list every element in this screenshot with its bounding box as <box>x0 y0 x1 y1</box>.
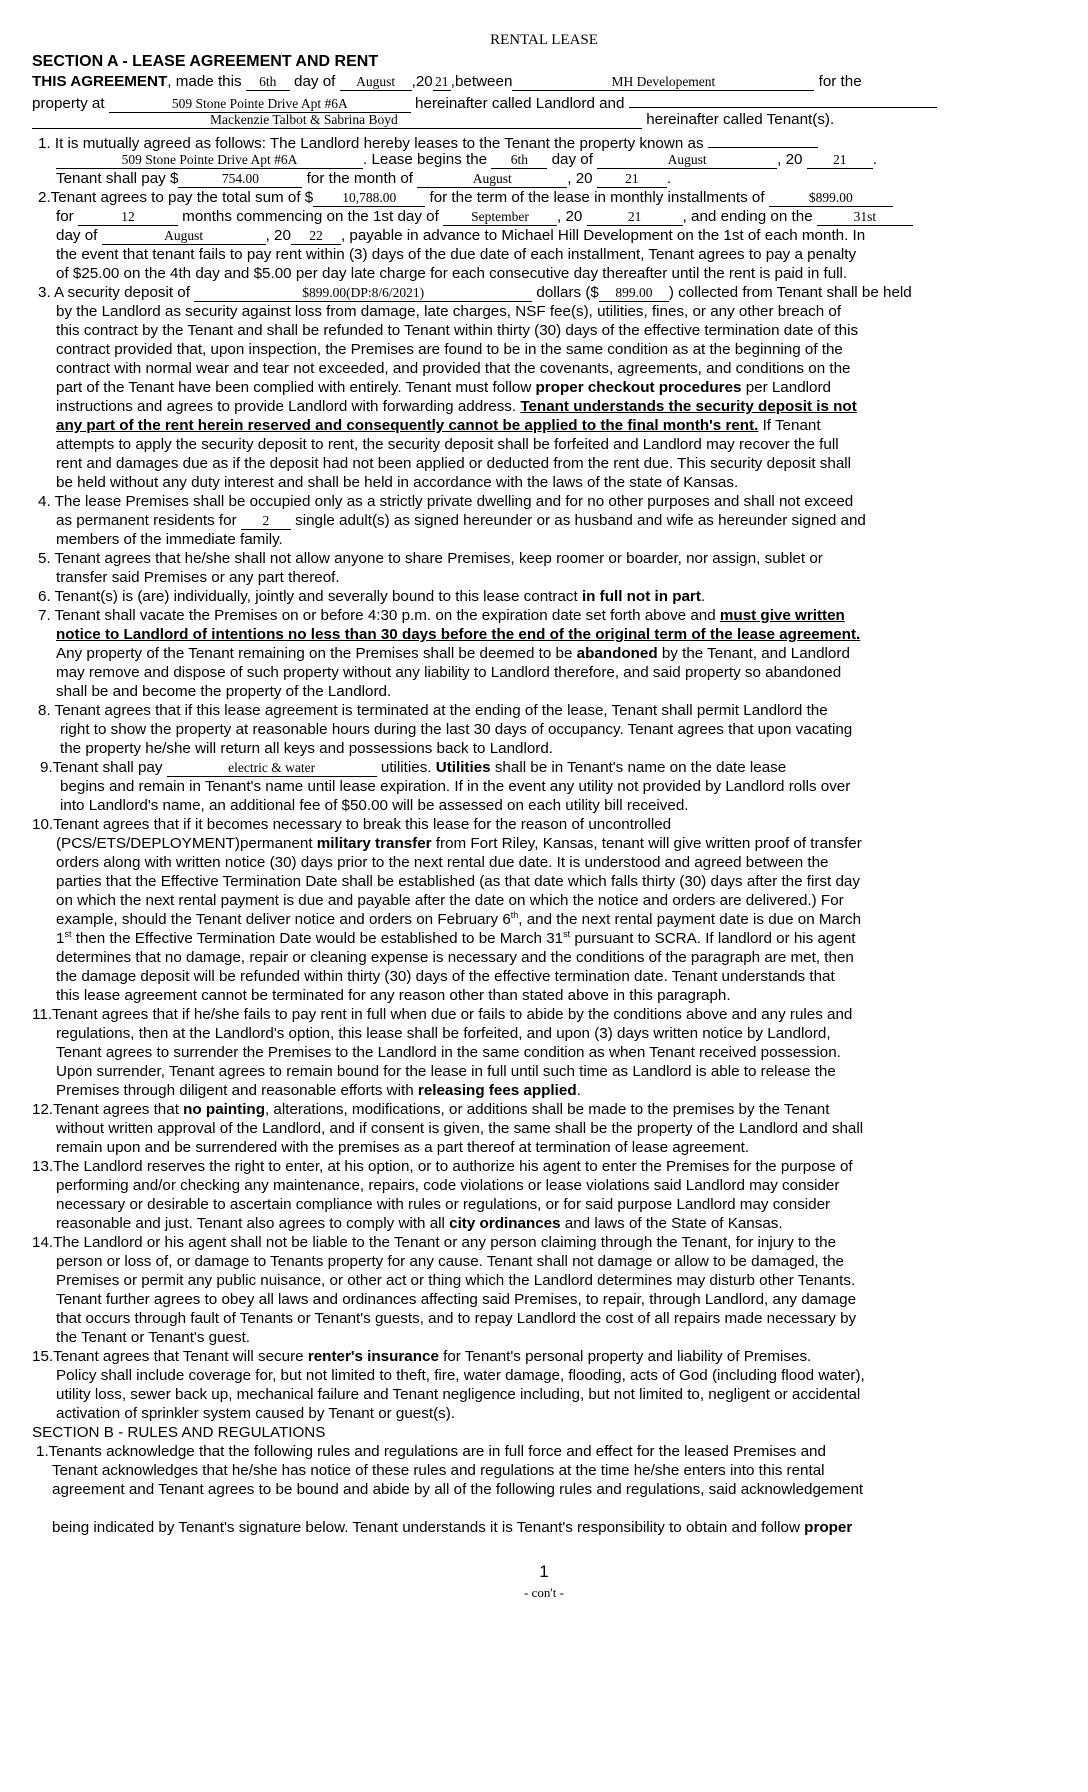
residents-count-field[interactable]: 2 <box>241 513 291 530</box>
pay-year-field[interactable]: 21 <box>597 171 667 188</box>
para-12-line-1: 12.Tenant agrees that no painting, alterations, modifications, or additions shall be made to the premises by the Tenant <box>32 1101 830 1118</box>
para-10-line-9: the damage deposit will be refunded within thirty (30) days of the effective termination date. Tenant understands that <box>56 968 835 985</box>
continued-label: - con't - <box>524 1585 564 1600</box>
landlord-blank-field[interactable] <box>629 91 937 108</box>
agreement-label: THIS AGREEMENT <box>32 73 168 90</box>
para-1-line-2: 509 Stone Pointe Drive Apt #6A . Lease begins the 6th day of August , 20 21 . <box>56 150 877 169</box>
installment-field[interactable]: $899.00 <box>769 190 893 207</box>
para-13-line-1: 13.The Landlord reserves the right to enter, at his option, or to authorize his agent to enter the Premises for the purpose of <box>32 1158 853 1175</box>
lease-begin-month-field[interactable]: August <box>597 152 777 169</box>
para-14-line-1: 14.The Landlord or his agent shall not be liable to the Tenant or any person claiming through the Tenant, for injury to the <box>32 1234 837 1251</box>
para-6-line-1: 6. Tenant(s) is (are) individually, jointly and severally bound to this lease contract in full not in part. <box>38 588 706 605</box>
para-3-line-4: contract provided that, upon inspection, the Premises are found to be in the same condition as at the beginning of the <box>56 341 843 358</box>
para-3-line-5: contract with normal wear and tear not exceeded, and provided that the covenants, agreements, and conditions on the <box>56 360 851 377</box>
agreement-year-field[interactable]: 21 <box>433 74 451 91</box>
para-11-line-4: Upon surrender, Tenant agrees to remain bound for the lease in full until such time as Landlord is able to release the <box>56 1063 836 1080</box>
para-15-line-1: 15.Tenant agrees that Tenant will secure renter's insurance for Tenant's personal property and liability of Premises. <box>32 1348 812 1365</box>
para-13-line-3: necessary or desirable to ascertain compliance with rules or regulations, or for said purpose Landlord may consider <box>56 1196 831 1213</box>
para-13-line-4: reasonable and just. Tenant also agrees to comply with all city ordinances and laws of the State of Kansas. <box>56 1215 783 1232</box>
para-8-line-1: 8. Tenant agrees that if this lease agreement is terminated at the ending of the lease, Tenant shall permit Landlord the <box>38 702 828 719</box>
utilities-field[interactable]: electric & water <box>167 760 377 777</box>
para-2-line-1: 2.Tenant agrees to pay the total sum of $ 10,788.00 for the term of the lease in monthly installments of $899.00 <box>38 188 893 207</box>
lease-months-field[interactable]: 12 <box>78 209 178 226</box>
para-5-line-2: transfer said Premises or any part thereof. <box>56 569 340 586</box>
para-3-line-10: rent and damages due as if the deposit had not been applied or deducted from the rent due. This security deposit shall <box>56 455 852 472</box>
end-year-field[interactable]: 22 <box>291 228 341 245</box>
para-11-line-2: regulations, then at the Landlord's option, this lease shall be forfeited, and upon (3) days written notice by Landlord, <box>56 1025 831 1042</box>
para-4-line-1: 4. The lease Premises shall be occupied only as a strictly private dwelling and for no other purposes and shall not exceed <box>38 493 854 510</box>
para-2-line-2: for 12 months commencing on the 1st day of September , 20 21 , and ending on the 31st <box>56 207 913 226</box>
para-1-line-3: Tenant shall pay $ 754.00 for the month of August , 20 21 . <box>56 170 672 187</box>
rules-para-1-line-4: being indicated by Tenant's signature below. Tenant understands it is Tenant's responsibility to obtain and follow proper <box>52 1519 853 1536</box>
para-9-line-1: 9.Tenant shall pay electric & water utilities. Utilities shall be in Tenant's name on the date lease <box>40 759 787 776</box>
para-14-line-4: Tenant further agrees to obey all laws and ordinances affecting said Premises, to repair, through Landlord, any damage <box>56 1291 857 1308</box>
agreement-line: THIS AGREEMENT, made this 6th day of August ,20 21 ,between MH Developement for the <box>32 73 862 90</box>
para-11-line-1: 11.Tenant agrees that if he/she fails to pay rent in full when due or fails to abide by the conditions above and any rules and <box>32 1006 853 1023</box>
start-year-field[interactable]: 21 <box>587 209 683 226</box>
para-7-line-2: notice to Landlord of intentions no less than 30 days before the end of the original term of the lease agreement. <box>56 626 861 643</box>
para-7-line-5: shall be and become the property of the Landlord. <box>56 683 392 700</box>
section-b-heading: SECTION B - RULES AND REGULATIONS <box>32 1424 326 1441</box>
deposit-amount-field[interactable]: 899.00 <box>599 285 669 302</box>
para-2-line-3: day of August , 20 22 , payable in advance to Michael Hill Development on the 1st of each month. In <box>56 227 866 244</box>
tenant-names-field[interactable] <box>32 112 642 129</box>
tenants-line: Mackenzie Talbot & Sabrina Boyd hereinafter called Tenant(s). <box>32 110 834 129</box>
para-3-line-6: part of the Tenant have been complied with entirely. Tenant must follow proper checkout procedures per Landlord <box>56 379 831 396</box>
para-3-line-11: be held without any duty interest and shall be held in accordance with the laws of the state of Kansas. <box>56 474 739 491</box>
para-10-line-5: on which the next rental payment is due and payable after the date on which the notice and orders are delivered.) For <box>56 892 844 909</box>
para-10-line-1: 10.Tenant agrees that if it becomes necessary to break this lease for the reason of uncontrolled <box>32 816 672 833</box>
para-4-line-2: as permanent residents for 2 single adult(s) as signed hereunder or as husband and wife as hereunder signed and <box>56 512 866 529</box>
para-8-line-3: the property he/she will return all keys and possessions back to Landlord. <box>60 740 554 757</box>
para-4-line-3: members of the immediate family. <box>56 531 283 548</box>
para-3-line-9: attempts to apply the security deposit to rent, the security deposit shall be forfeited and Landlord may recover the full <box>56 436 839 453</box>
para-10-line-7: 1st then the Effective Termination Date would be established to be March 31st pursuant to SCRA. If landlord or his agent <box>56 928 856 947</box>
tenant-names-value: Mackenzie Talbot & Sabrina Boyd <box>210 112 398 127</box>
para-10-line-10: this lease agreement cannot be terminated for any reason other than stated above in this paragraph. <box>56 987 731 1004</box>
para-15-line-2: Policy shall include coverage for, but not limited to theft, fire, water damage, flooding, acts of God (including flood water), <box>56 1367 865 1384</box>
para-10-line-3: orders along with written notice (30) days prior to the next rental due date. It is understood and agreed between the <box>56 854 829 871</box>
para-2-line-4: the event that tenant fails to pay rent within (3) days of the due date of each installment, Tenant agrees to pay a penalty <box>56 246 857 263</box>
para-5-line-1: 5. Tenant agrees that he/she shall not allow anyone to share Premises, keep roomer or boarder, nor assign, sublet or <box>38 550 823 567</box>
page-number: 1 <box>539 1562 549 1581</box>
property-known-as-field[interactable] <box>708 131 818 148</box>
agreement-day-field[interactable]: 6th <box>246 74 290 91</box>
section-a-heading: SECTION A - LEASE AGREEMENT AND RENT <box>32 53 379 70</box>
end-day-field[interactable]: 31st <box>817 209 913 226</box>
lease-property-field[interactable]: 509 Stone Pointe Drive Apt #6A <box>56 152 363 169</box>
pay-month-field[interactable]: August <box>417 171 567 188</box>
rules-para-1-line-2: Tenant acknowledges that he/she has notice of these rules and regulations at the time he/she enters into this rental <box>52 1462 825 1479</box>
para-3-line-7: instructions and agrees to provide Landlord with forwarding address. Tenant understands the security deposit is not <box>56 398 857 415</box>
para-15-line-3: utility loss, sewer back up, mechanical failure and Tenant negligence including, but not limited to, negligent or accidental <box>56 1386 861 1403</box>
para-12-line-3: remain upon and be surrendered with the premises as a part thereof at termination of lease agreement. <box>56 1139 750 1156</box>
para-14-line-2: person or loss of, or damage to Tenants property for any cause. Tenant shall not damage or allow to be damaged, the <box>56 1253 844 1270</box>
para-9-line-3: into Landlord's name, an additional fee of $50.00 will be assessed on each utility bill received. <box>60 797 689 814</box>
property-address-field[interactable]: 509 Stone Pointe Drive Apt #6A <box>109 96 411 113</box>
para-10-line-2: (PCS/ETS/DEPLOYMENT)permanent military transfer from Fort Riley, Kansas, tenant will give written proof of transfer <box>56 835 862 852</box>
para-7-line-3: Any property of the Tenant remaining on the Premises shall be deemed to be abandoned by the Tenant, and Landlord <box>56 645 850 662</box>
security-deposit-field[interactable]: $899.00(DP:8/6/2021) <box>194 285 532 302</box>
para-3-line-3: this contract by the Tenant and shall be refunded to Tenant within thirty (30) days of the effective termination date of this <box>56 322 859 339</box>
para-1-line-1: 1. It is mutually agreed as follows: The Landlord hereby leases to the Tenant the property known as <box>38 131 818 153</box>
monthly-pay-amount-field[interactable]: 754.00 <box>178 171 302 188</box>
para-9-line-2: begins and remain in Tenant's name until lease expiration. If in the event any utility not provided by Landlord rolls over <box>60 778 851 795</box>
para-7-line-1: 7. Tenant shall vacate the Premises on or before 4:30 p.m. on the expiration date set forth above and must give written <box>38 607 845 624</box>
end-month-field[interactable]: August <box>102 228 266 245</box>
para-3-line-2: by the Landlord as security against loss from damage, late charges, NSF fee(s), utilities, fines, or any other breach of <box>56 303 842 320</box>
para-15-line-4: activation of sprinkler system caused by Tenant or guest(s). <box>56 1405 455 1422</box>
document-title: RENTAL LEASE <box>490 32 598 48</box>
rules-para-1-line-1: 1.Tenants acknowledge that the following rules and regulations are in full force and effect for the leased Premises and <box>36 1443 826 1460</box>
agreement-month-field[interactable]: August <box>340 74 412 91</box>
para-10-line-4: parties that the Effective Termination Date shall be established (as that date which falls thirty (30) days after the first day <box>56 873 860 890</box>
para-13-line-2: performing and/or checking any maintenance, repairs, code violations or lease violations said Landlord may consider <box>56 1177 840 1194</box>
para-8-line-2: right to show the property at reasonable hours during the last 30 days of occupancy. Tenant agrees that upon vacating <box>60 721 853 738</box>
para-12-line-2: without written approval of the Landlord, and if consent is given, the same shall be the property of the Landlord and shall <box>56 1120 864 1137</box>
para-14-line-5: that occurs through fault of Tenants or Tenant's guests, and to repay Landlord the cost of all repairs made necessary by <box>56 1310 857 1327</box>
para-2-line-5: of $25.00 on the 4th day and $5.00 per day late charge for each consecutive day thereafter until the rent is paid in full. <box>56 265 848 282</box>
para-10-line-8: determines that no damage, repair or cleaning expense is necessary and the conditions of the paragraph are met, then <box>56 949 854 966</box>
para-14-line-3: Premises or permit any public nuisance, or other act or thing which the Landlord determines may disturb other Tenants. <box>56 1272 856 1289</box>
lease-begin-day-field[interactable]: 6th <box>491 152 547 169</box>
para-14-line-6: the Tenant or Tenant's guest. <box>56 1329 251 1346</box>
para-3-line-1: 3. A security deposit of $899.00(DP:8/6/2021) dollars ($ 899.00 ) collected from Tenant shall be held <box>38 284 912 301</box>
para-10-line-6: example, should the Tenant deliver notice and orders on February 6th, and the next rental payment date is due on March <box>56 909 862 928</box>
landlord-name-field[interactable]: MH Developement <box>512 74 814 91</box>
rules-para-1-line-3: agreement and Tenant agrees to be bound and abide by all of the following rules and regulations, said acknowledgement <box>52 1481 864 1498</box>
para-7-line-4: may remove and dispose of such property without any liability to Landlord therefore, and said property so abandoned <box>56 664 842 681</box>
property-line: property at 509 Stone Pointe Drive Apt #6A hereinafter called Landlord and <box>32 91 937 113</box>
lease-begin-year-field[interactable]: 21 <box>807 152 873 169</box>
para-11-line-3: Tenant agrees to surrender the Premises to the Landlord in the same condition as when Tenant received possession. <box>56 1044 841 1061</box>
total-sum-field[interactable]: 10,788.00 <box>313 190 425 207</box>
para-11-line-5: Premises through diligent and reasonable efforts with releasing fees applied. <box>56 1082 581 1099</box>
para-3-line-8: any part of the rent herein reserved and consequently cannot be applied to the final month's rent. If Tenant <box>56 417 821 434</box>
start-month-field[interactable]: September <box>443 209 557 226</box>
